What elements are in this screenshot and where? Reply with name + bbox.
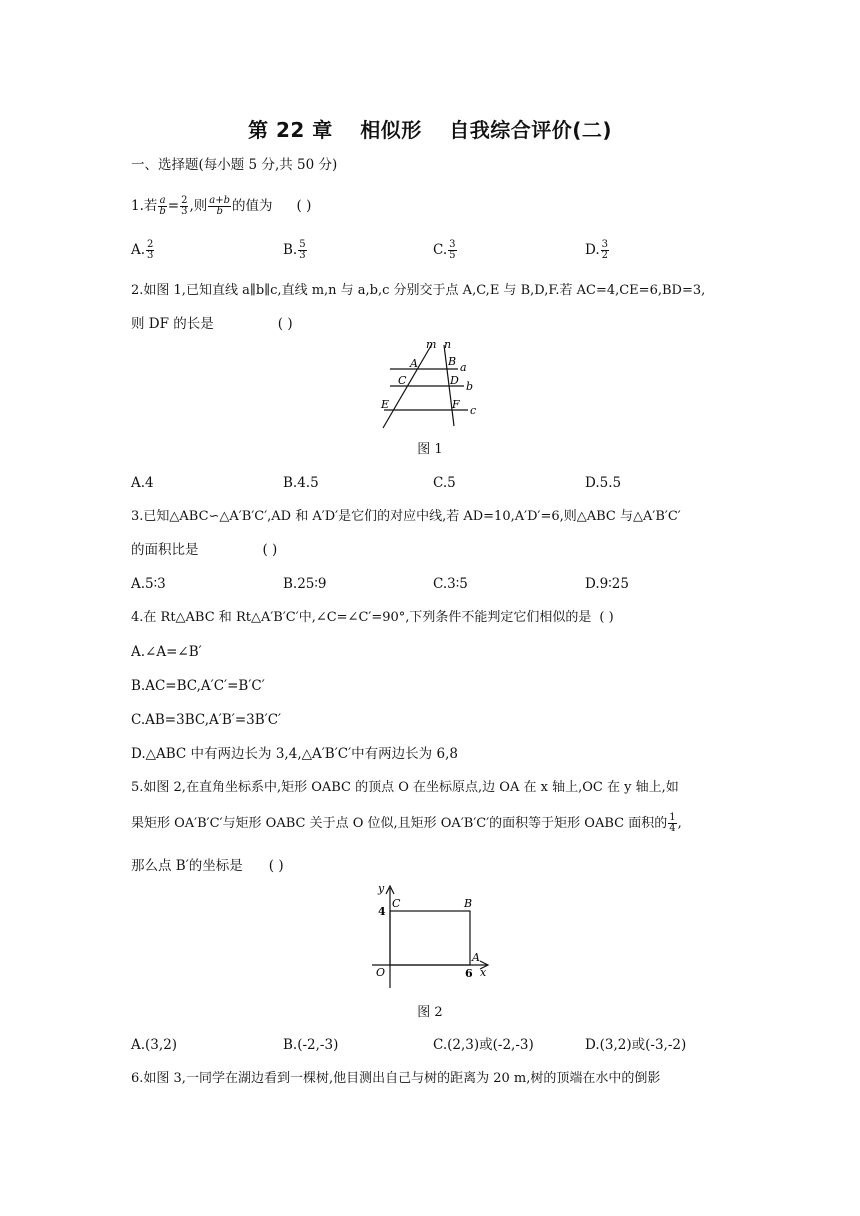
label-F: F <box>452 398 460 411</box>
label-a: a <box>460 361 467 374</box>
q1-equals: = <box>167 198 180 214</box>
q1-prefix: 1.若 <box>131 198 158 214</box>
question-1 <box>131 196 311 217</box>
q5-option-a[interactable]: A.(3,2) <box>131 1037 178 1053</box>
q3-option-b[interactable]: B.25∶9 <box>283 576 327 592</box>
label-C: C <box>398 374 407 387</box>
q4-option-d[interactable]: D.△ABC 中有两边长为 3,4,△A′B′C′中有两边长为 6,8 <box>131 746 458 762</box>
q5-option-b[interactable]: B.(-2,-3) <box>283 1037 339 1053</box>
label-y: y <box>378 882 385 895</box>
q4-line-1: 4.在 Rt△ABC 和 Rt△A′B′C′中,∠C=∠C′=90°,下列条件不能判定它们相似的是 ( ) <box>131 610 614 625</box>
title-topic: 相似形 <box>360 118 422 142</box>
q2-option-a[interactable]: A.4 <box>131 475 154 491</box>
label-b: b <box>466 380 474 393</box>
figure-2-diagram <box>364 880 494 990</box>
q1-suffix: 的值为 <box>232 198 273 214</box>
label-x: x <box>480 966 487 979</box>
q1-option-d[interactable]: D. $\frac{3}{2}$ <box>585 239 609 261</box>
q2-option-b[interactable]: B.4.5 <box>283 475 319 491</box>
q3-option-d[interactable]: D.9∶25 <box>585 576 629 592</box>
q2-line-2: 则 DF 的长是 ( ) <box>131 316 293 332</box>
label-D: D <box>450 374 459 387</box>
q3-option-a[interactable]: A.5∶3 <box>131 576 166 592</box>
label-n: n <box>444 338 452 351</box>
q5-line-2: 果矩形 OA′B′C′与矩形 OABC 关于点 O 位似,且矩形 OA′B′C′的面积等于矩形 OABC 面积的 $\frac{1}{4}$ , <box>131 812 682 834</box>
label-m: m <box>426 338 437 351</box>
page-title <box>0 114 860 143</box>
title-sub: 自我综合评价(二) <box>449 118 612 142</box>
section-heading: 一、选择题(每小题 5 分,共 50 分) <box>131 157 338 173</box>
q1-option-c[interactable]: C. $\frac{3}{5}$ <box>433 239 456 261</box>
label-O: O <box>376 966 386 979</box>
q3-line-2: 的面积比是 ( ) <box>131 542 278 558</box>
q2-option-c[interactable]: C.5 <box>433 475 456 491</box>
figure-2-caption: 图 2 <box>417 1005 443 1020</box>
label-E: E <box>381 398 390 411</box>
figure-1-caption: 图 1 <box>417 442 443 457</box>
q4-option-a[interactable]: A.∠A=∠B′ <box>131 644 202 660</box>
rectangle-OABC <box>390 911 470 965</box>
q1-option-a[interactable]: A. $\frac{2}{3}$ <box>131 239 154 261</box>
q3-option-c[interactable]: C.3∶5 <box>433 576 468 592</box>
q1-option-b[interactable]: B. $\frac{5}{3}$ <box>283 239 306 261</box>
q5-option-c[interactable]: C.(2,3)或(-2,-3) <box>433 1037 534 1053</box>
q3-line-1: 3.已知△ABC∽△A′B′C′,AD 和 A′D′是它们的对应中线,若 AD=10,A′D′=6,则△ABC 与△A′B′C′ <box>131 509 681 524</box>
q5-line-1: 5.如图 2,在直角坐标系中,矩形 OABC 的顶点 O 在坐标原点,边 OA 在 x 轴上,OC 在 y 轴上,如 <box>131 780 679 795</box>
q6-line-1: 6.如图 3,一同学在湖边看到一棵树,他目测出自己与树的距离为 20 m,树的顶端在水中的倒影 <box>131 1071 661 1086</box>
q1-mid: ,则 <box>189 198 208 214</box>
q5-line-3: 那么点 B′的坐标是 ( ) <box>131 858 284 874</box>
label-6: 6 <box>465 967 473 980</box>
q1-answer-blank: ( ) <box>296 198 312 214</box>
label-4: 4 <box>378 905 386 918</box>
label-c: c <box>470 404 477 417</box>
q1-fraction-2: $\frac{2}{3}$ <box>181 195 188 217</box>
q1-fraction-1: $\frac{a}{b}$ <box>159 195 166 217</box>
q2-option-d[interactable]: D.5.5 <box>585 475 622 491</box>
label-B: B <box>448 355 457 368</box>
title-chapter: 第 22 章 <box>248 118 333 142</box>
label-C: C <box>392 897 401 910</box>
label-A: A <box>472 951 480 964</box>
label-B: B <box>464 897 473 910</box>
q4-option-c[interactable]: C.AB=3BC,A′B′=3B′C′ <box>131 712 282 728</box>
q4-option-b[interactable]: B.AC=BC,A′C′=B′C′ <box>131 678 265 694</box>
q5-option-d[interactable]: D.(3,2)或(-3,-2) <box>585 1037 687 1053</box>
q2-line-1: 2.如图 1,已知直线 a∥b∥c,直线 m,n 与 a,b,c 分别交于点 A,C,E 与 B,D,F.若 AC=4,CE=6,BD=3, <box>131 283 706 298</box>
label-A: A <box>410 357 418 370</box>
q1-fraction-3: $\frac{a+b}{b}$ <box>209 195 231 217</box>
figure-1-diagram <box>370 336 500 432</box>
